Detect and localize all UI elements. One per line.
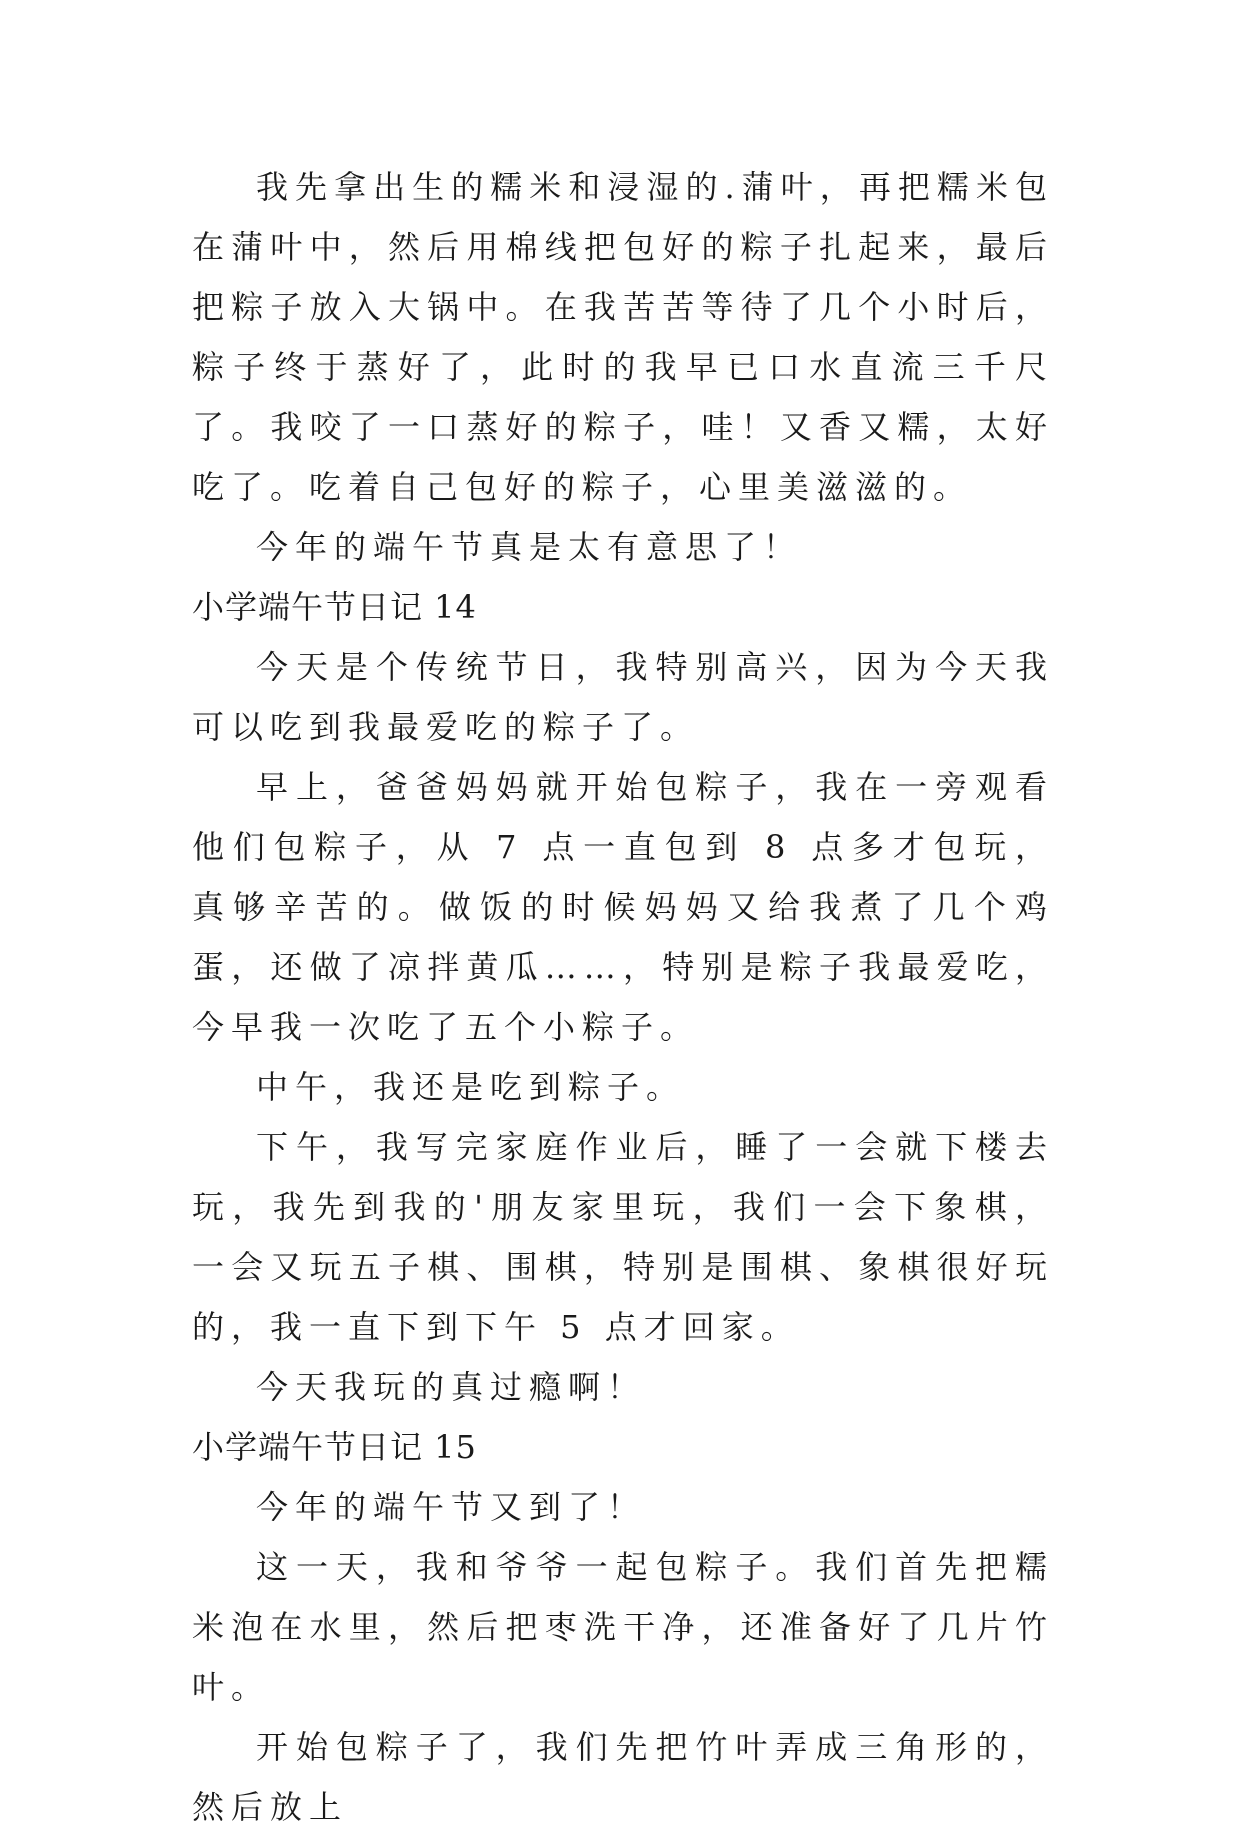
document-page xyxy=(192,157,1054,1837)
paragraph: 早上，爸爸妈妈就开始包粽子，我在一旁观看他们包粽子，从 7 点一直包到 8 点多才包玩，真够辛苦的。做饭的时候妈妈又给我煮了几个鸡蛋，还做了凉拌黄瓜……，特别是粽子我最爱吃，今早我一次吃了五个小粽子。 xyxy=(192,768,1054,1046)
paragraph: 今年的端午节真是太有意思了！ xyxy=(256,528,803,566)
entry-title-14: 小学端午节日记 14 xyxy=(192,588,477,626)
paragraph: 今年的端午节又到了！ xyxy=(256,1488,647,1526)
paragraph: 我先拿出生的糯米和浸湿的.蒲叶，再把糯米包在蒲叶中，然后用棉线把包好的粽子扎起来，最后把粽子放入大锅中。在我苦苦等待了几个小时后，粽子终于蒸好了，此时的我早已口水直流三千尺了。我咬了一口蒸好的粽子，哇！又香又糯，太好吃了。吃着自己包好的粽子，心里美滋滋的。 xyxy=(192,168,1054,506)
paragraph: 今天是个传统节日，我特别高兴，因为今天我可以吃到我最爱吃的粽子了。 xyxy=(192,648,1054,746)
paragraph: 下午，我写完家庭作业后，睡了一会就下楼去玩，我先到我的'朋友家里玩，我们一会下象棋，一会又玩五子棋、围棋，特别是围棋、象棋很好玩的，我一直下到下午 5 点才回家。 xyxy=(192,1128,1054,1346)
paragraph: 今天我玩的真过瘾啊！ xyxy=(256,1368,647,1406)
entry-title-15: 小学端午节日记 15 xyxy=(192,1428,477,1466)
paragraph: 中午，我还是吃到粽子。 xyxy=(256,1068,686,1106)
paragraph: 开始包粽子了，我们先把竹叶弄成三角形的，然后放上 xyxy=(192,1728,1054,1826)
paragraph: 这一天，我和爷爷一起包粽子。我们首先把糯米泡在水里，然后把枣洗干净，还准备好了几片竹叶。 xyxy=(192,1548,1054,1706)
